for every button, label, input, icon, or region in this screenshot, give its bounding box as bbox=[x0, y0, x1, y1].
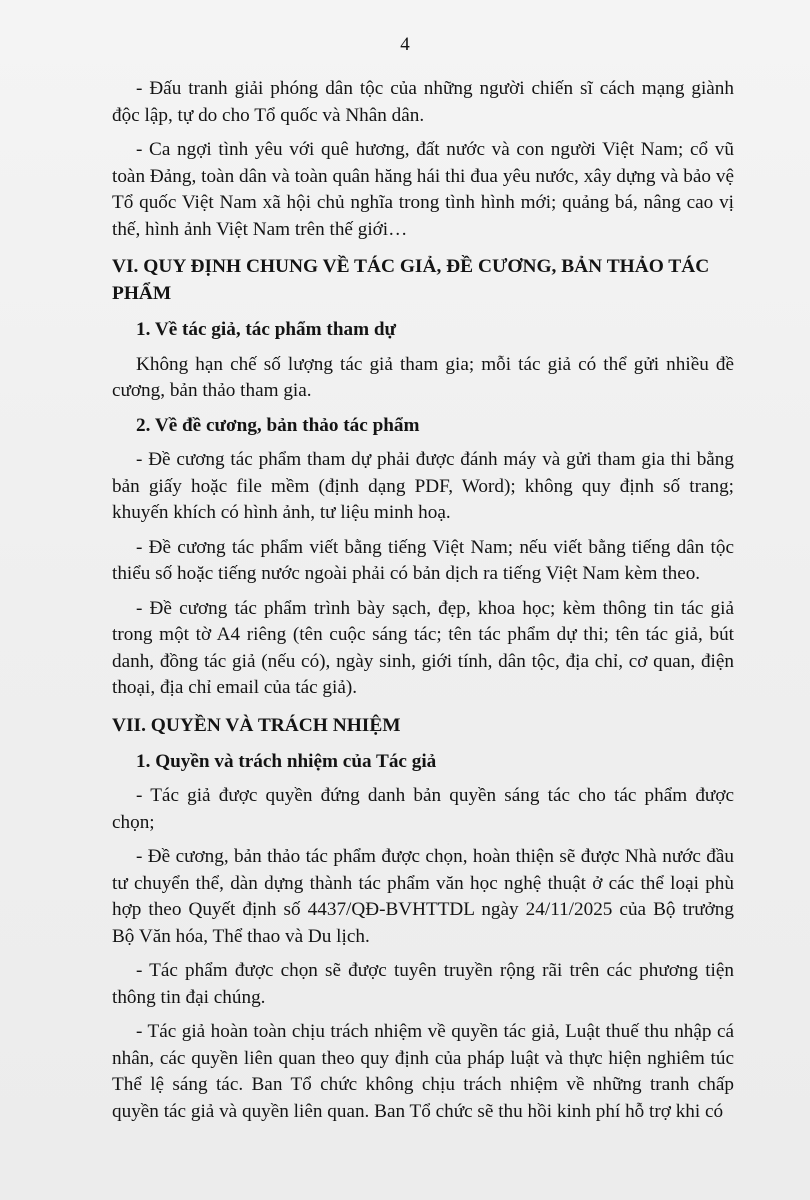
paragraph-text: - Tác phẩm được chọn sẽ được tuyên truyền rộng rãi trên các phương tiện thông tin đại chúng. bbox=[112, 960, 734, 1008]
paragraph-outline-format bbox=[112, 447, 734, 527]
paragraph-text: - Tác giả được quyền đứng danh bản quyền sáng tác cho tác phẩm được chọn; bbox=[112, 785, 734, 833]
paragraph-text: - Đề cương tác phẩm viết bằng tiếng Việt Nam; nếu viết bằng tiếng dân tộc thiểu số hoặc tiếng nước ngoài phải có bản dịch ra tiếng Việt Nam kèm theo. bbox=[112, 536, 734, 584]
section-vi-sub1-heading: 1. Về tác giả, tác phẩm tham dự bbox=[136, 319, 397, 340]
paragraph-promotion bbox=[112, 958, 734, 1011]
section-vi-heading: VI. QUY ĐỊNH CHUNG VỀ TÁC GIẢ, ĐỀ CƯƠNG, BẢN THẢO TÁC PHẨM bbox=[112, 256, 710, 304]
paragraph-author-count bbox=[112, 352, 734, 405]
paragraph-investment bbox=[112, 844, 734, 950]
paragraph-text: - Đề cương, bản thảo tác phẩm được chọn, hoàn thiện sẽ được Nhà nước đầu tư chuyển thể, dàn dựng thành tác phẩm văn học nghệ thuật ở các thể loại phù hợp theo Quyết định số 4437/QĐ-BVHTTDL ngày 24/11/2025 của Bộ trưởng Bộ Văn hóa, Thể thao và Du lịch. bbox=[112, 846, 734, 947]
paragraph-responsibility bbox=[112, 1019, 734, 1125]
paragraph-text: Không hạn chế số lượng tác giả tham gia; mỗi tác giả có thể gửi nhiều đề cương, bản thảo tham gia. bbox=[112, 353, 734, 401]
paragraph-outline-language bbox=[112, 535, 734, 588]
paragraph-text: - Ca ngợi tình yêu với quê hương, đất nước và con người Việt Nam; cổ vũ toàn Đảng, toàn dân và toàn quân hăng hái thi đua yêu nước, xây dựng và bảo vệ Tổ quốc Việt Nam xã hội chủ nghĩa trong tình hình mới; quảng bá, nâng cao vị thế, hình ảnh Việt Nam trên thế giới… bbox=[112, 139, 734, 240]
section-vii-heading: VII. QUYỀN VÀ TRÁCH NHIỆM bbox=[112, 714, 401, 736]
document-body bbox=[112, 76, 734, 1133]
paragraph-text: - Đấu tranh giải phóng dân tộc của những người chiến sĩ cách mạng giành độc lập, tự do cho Tổ quốc và Nhân dân. bbox=[112, 78, 734, 126]
paragraph-text: - Đề cương tác phẩm trình bày sạch, đẹp, khoa học; kèm thông tin tác giả trong một tờ A4 riêng (tên cuộc sáng tác; tên tác phẩm dự thi; tên tác giả, bút danh, đồng tác giả (nếu có), ngày sinh, giới tính, dân tộc, địa chỉ, cơ quan, điện thoại, địa chỉ email của tác giả). bbox=[112, 597, 734, 698]
paragraph-text: - Tác giả hoàn toàn chịu trách nhiệm về quyền tác giả, Luật thuế thu nhập cá nhân, các quyền liên quan theo quy định của pháp luật và thực hiện nghiêm túc Thể lệ sáng tác. Ban Tổ chức không chịu trách nhiệm về những tranh chấp quyền tác giả và quyền liên quan. Ban Tổ chức sẽ thu hồi kinh phí hỗ trợ khi có bbox=[112, 1021, 734, 1122]
page-number: 4 bbox=[400, 34, 410, 55]
paragraph-text: - Đề cương tác phẩm tham dự phải được đánh máy và gửi tham gia thi bằng bản giấy hoặc file mềm (định dạng PDF, Word); không quy định số trang; khuyến khích có hình ảnh, tư liệu minh hoạ. bbox=[112, 449, 734, 523]
paragraph-outline-presentation bbox=[112, 596, 734, 702]
section-vii-sub1-heading: 1. Quyền và trách nhiệm của Tác giả bbox=[136, 750, 437, 772]
paragraph-struggle bbox=[112, 76, 734, 129]
section-vi-sub2-heading: 2. Về đề cương, bản thảo tác phẩm bbox=[136, 414, 420, 436]
paragraph-copyright bbox=[112, 783, 734, 836]
paragraph-praise bbox=[112, 137, 734, 243]
